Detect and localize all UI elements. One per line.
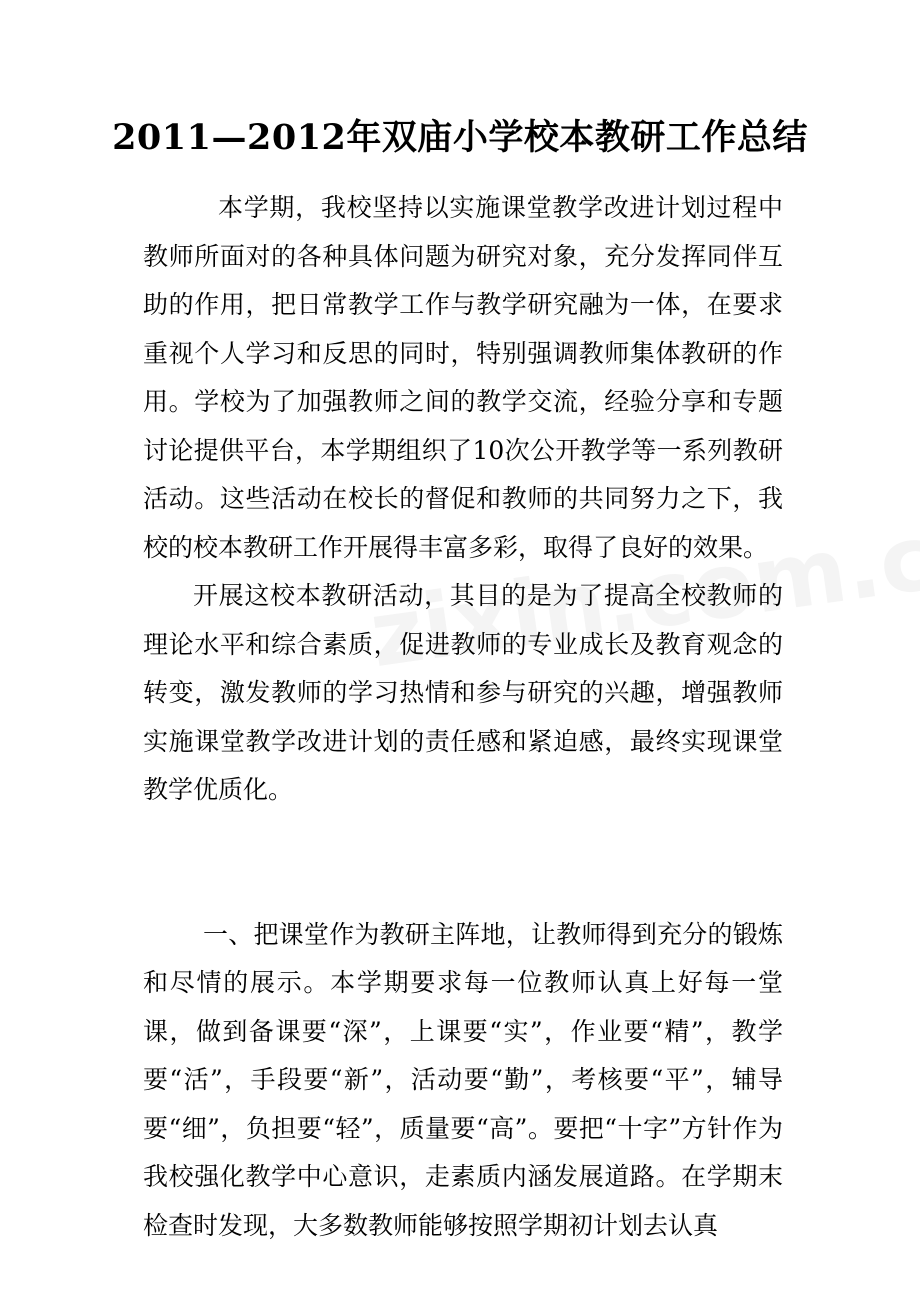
document-body [143,184,783,1250]
paragraph-intro: 本学期，我校坚持以实施课堂教学改进计划过程中教师所面对的各种具体问题为研究对象，充分发挥同伴互助的作用，把日常教学工作与教学研究融为一体，在要求重视个人学习和反思的同时，特别强调教师集体教研的作用。学校为了加强教师之间的教学交流，经验分享和专题讨论提供平台，本学期组织了10次公开教学等一系列教研活动。这些活动在校长的督促和教师的共同努力之下，我校的校本教研工作开展得丰富多彩，取得了良好的效果。 [143,193,783,562]
paragraph-section-one: 一、把课堂作为教研主阵地，让教师得到充分的锻炼和尽情的展示。本学期要求每一位教师认真上好每一堂课，做到备课要“深”，上课要“实”，作业要“精”，教学要“活”，手段要“新”，活动要“勤”，考核要“平”，辅导要“细”，负担要“轻”，质量要“高”。要把“十字”方针作为我校强化教学中心意识，走素质内涵发展道路。在学期末检查时发现，大多数教师能够按照学期初计划去认真 [143,919,783,1240]
paragraph-purpose: 开展这校本教研活动，其目的是为了提高全校教师的理论水平和综合素质，促进教师的专业成长及教育观念的转变，激发教师的学习热情和参与研究的兴趣，增强教师实施课堂教学改进计划的责任感和紧迫感，最终实现课堂教学优质化。 [143,581,783,804]
document-title: 2011—2012年双庙小学校本教研工作总结 [112,117,808,158]
paragraph-gap [143,815,783,911]
